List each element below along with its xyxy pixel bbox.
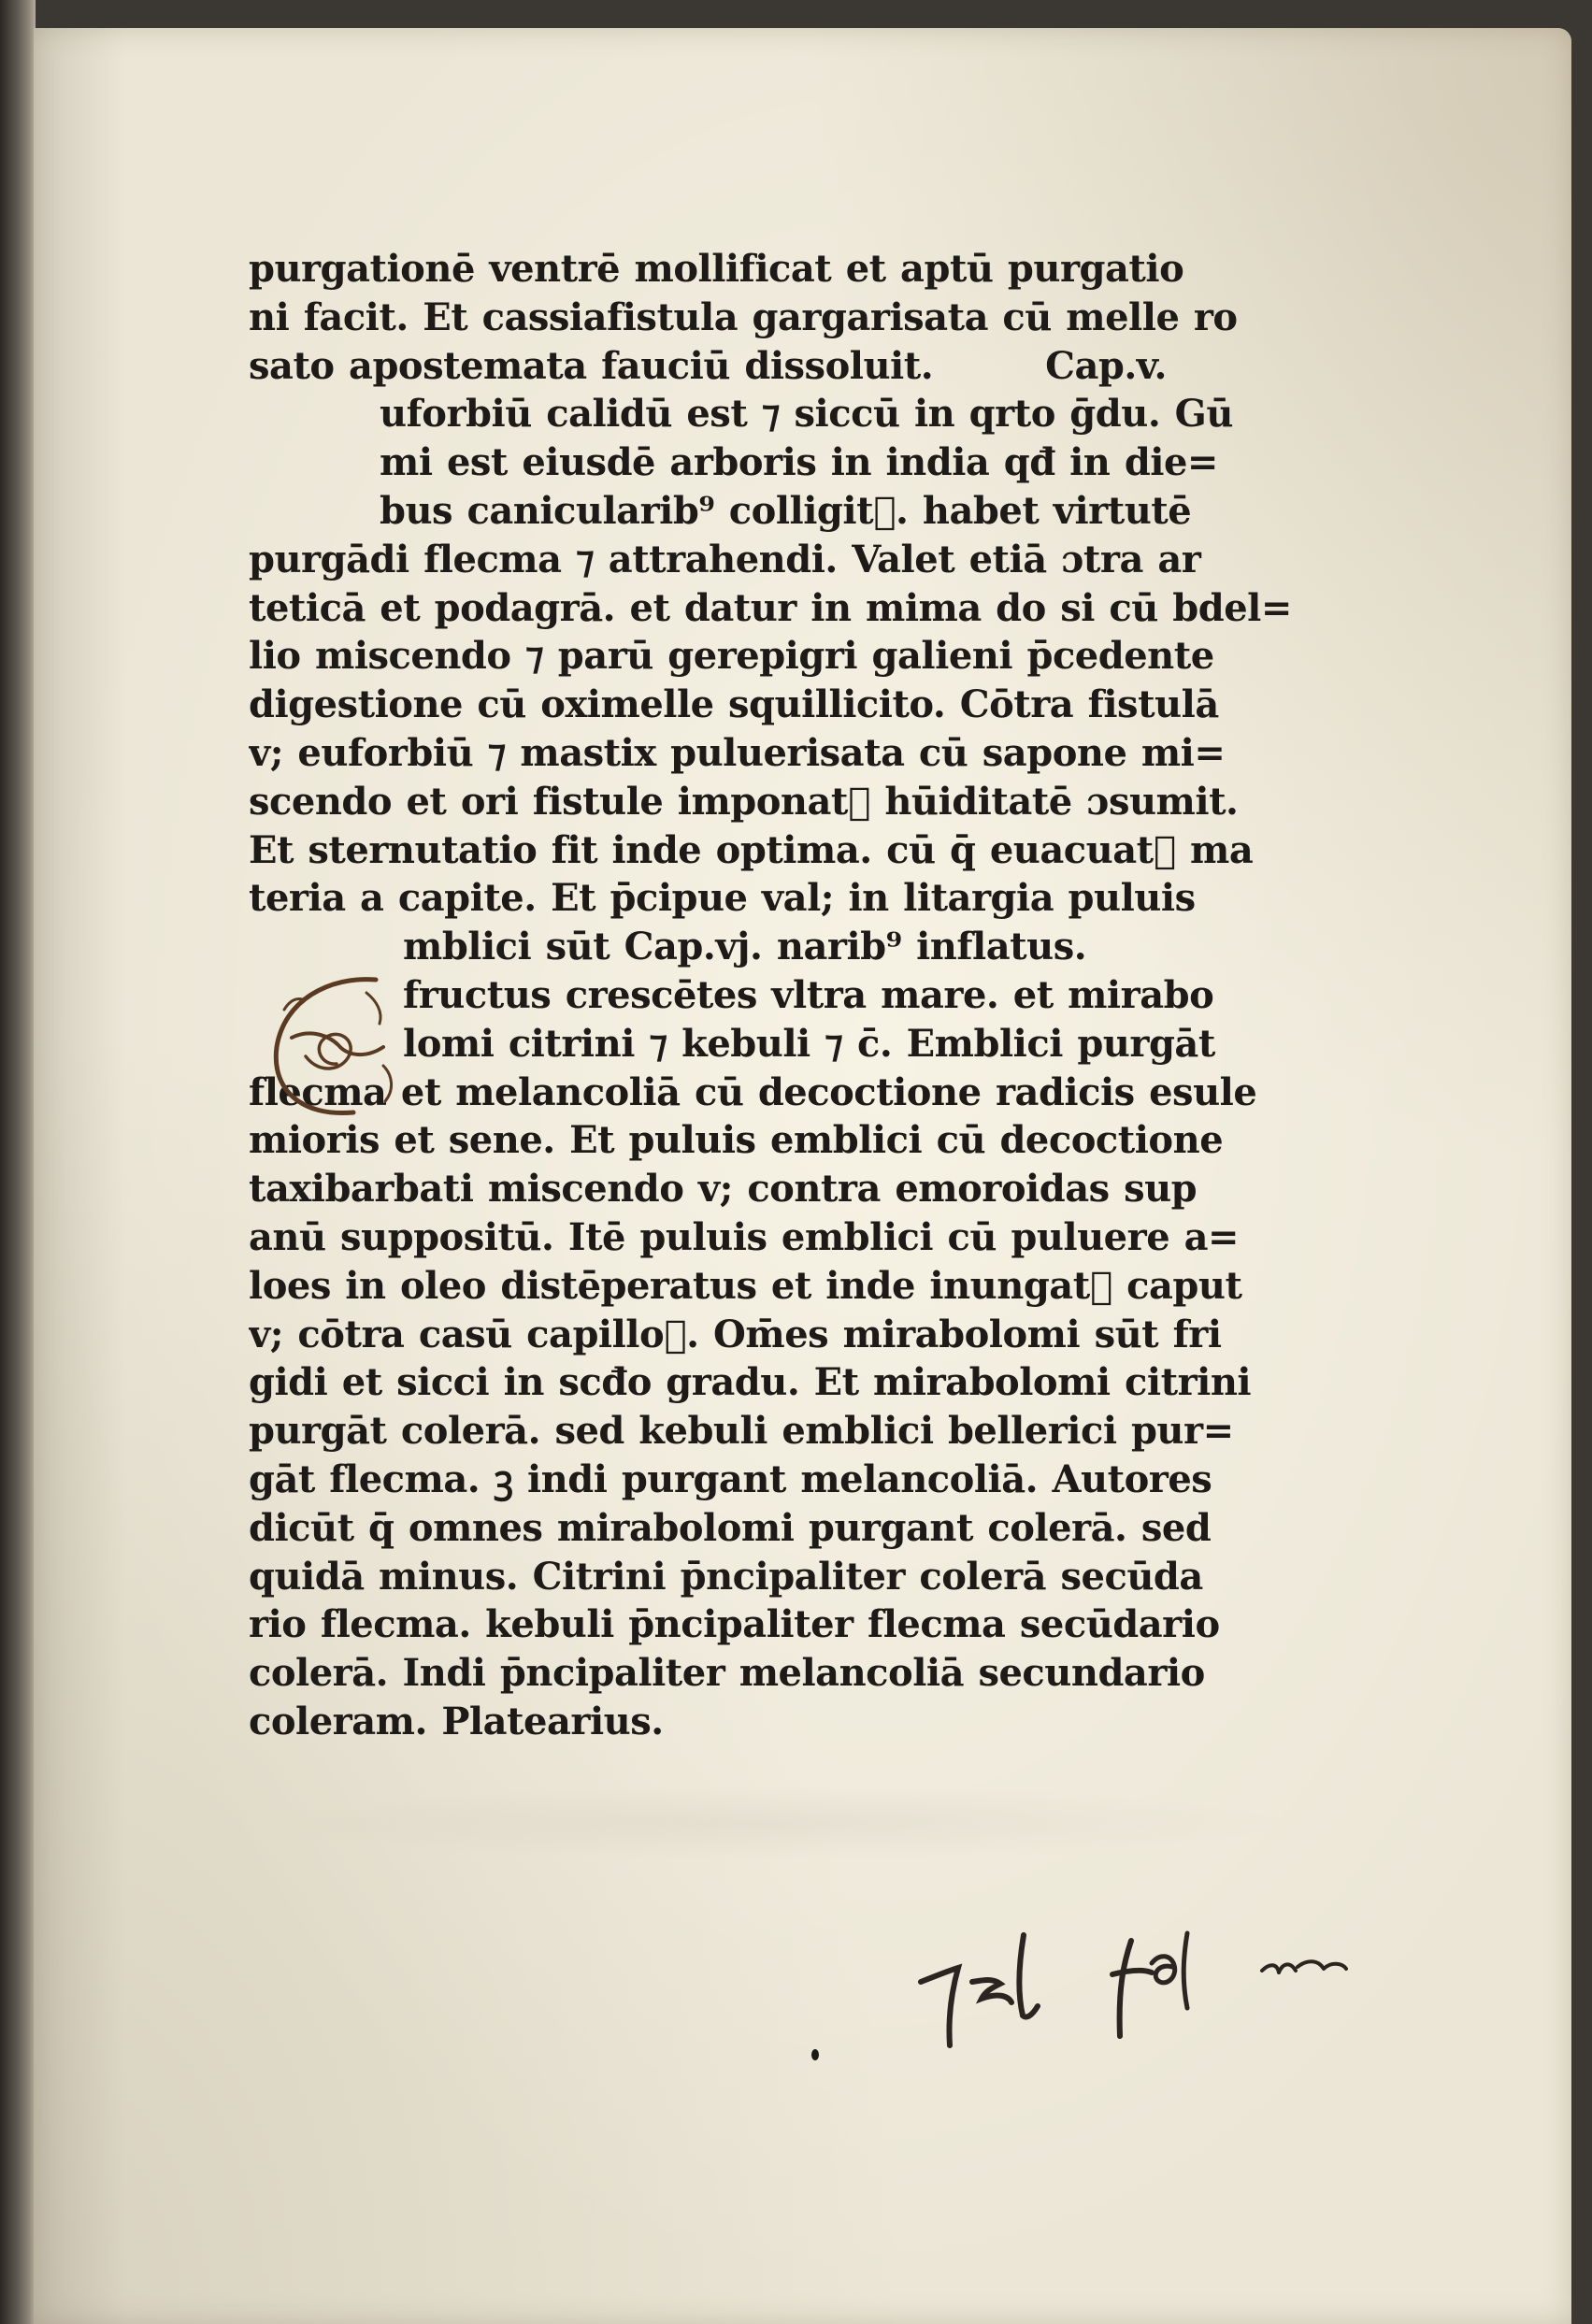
text-line: rio flecma. kebuli p̄ncipaliter flecma secūdario	[249, 1602, 1220, 1647]
text-line: gāt flecma. ꝫ indi purgant melancoliā. Autores	[249, 1456, 1212, 1501]
text-line: anū suppositū. Itē puluis emblici cū puluere a=	[249, 1214, 1240, 1259]
text-line: colerā. Indi p̄ncipaliter melancoliā secundario	[249, 1651, 1205, 1696]
text-line: mblici sūt Cap.vj. narib⁹ inflatus.	[403, 925, 1087, 969]
text-line: v; cōtra casū capillo᷑. Om̄es mirabolomi sūt fri	[249, 1312, 1222, 1356]
text-line: fructus crescētes vltra mare. et mirabo	[403, 972, 1214, 1017]
text-line: scendo et ori fistule imponat᷑ hūiditatē ɔsumit.	[249, 779, 1239, 824]
ink-dot-mark	[810, 2047, 821, 2062]
text-line: loes in oleo distēperatus et inde inungat᷑ caput	[249, 1263, 1242, 1308]
decorated-initial-e-icon	[264, 972, 404, 1122]
text-line: teria a capite. Et p̄cipue val; in litargia puluis	[249, 876, 1196, 921]
ink-bleed-through	[252, 1786, 1299, 1860]
text-line: gidi et sicci in scđo gradu. Et mirabolomi citrini	[249, 1360, 1252, 1405]
text-line: purgationē ventrē mollificat et aptū purgatio	[249, 247, 1184, 291]
text-line: mi est eiusdē arboris in india qđ in die=	[380, 440, 1218, 485]
handwritten-folio-annotation-icon	[907, 1926, 1393, 2066]
text-line: mioris et sene. Et puluis emblici cū decoctione	[249, 1118, 1224, 1163]
text-line-with-heading	[249, 342, 1296, 391]
text-line: teticā et podagrā. et datur in mima do si cū bdel=	[249, 585, 1292, 630]
text-line: taxibarbati miscendo v; contra emoroidas sup	[249, 1167, 1198, 1212]
adjacent-page-edge	[0, 0, 36, 2324]
text-line: purgādi flecma ⁊ attrahendi. Valet etiā ɔtra ar	[249, 537, 1201, 581]
text-line: ni facit. Et cassiafistula gargarisata cū melle ro	[249, 294, 1238, 339]
text-line: dicūt q̄ omnes mirabolomi purgant colerā. sed	[249, 1505, 1212, 1550]
text-line: uforbiū calidū est ⁊ siccū in qrto ḡdu. Gū	[380, 392, 1233, 437]
text-line: flecma et melancoliā cū decoctione radicis esule	[249, 1069, 1257, 1114]
chapter-heading: Cap.v.	[1045, 343, 1167, 388]
text-line: lio miscendo ⁊ parū gerepigri galieni p̄cedente	[249, 634, 1214, 679]
text-line: lomi citrini ⁊ kebuli ⁊ c̄. Emblici purgāt	[403, 1021, 1215, 1066]
text-line: digestione cū oximelle squillicito. Cōtra fistulā	[249, 682, 1219, 727]
text-line: bus canicularib⁹ colligit᷑. habet virtutē	[380, 488, 1192, 533]
text-block	[249, 245, 1296, 1746]
text-line: Et sternutatio fit inde optima. cū q̄ euacuat᷑ ma	[249, 827, 1254, 872]
text-line: quidā minus. Citrini p̄ncipaliter colerā secūda	[249, 1554, 1203, 1599]
text-line: coleram. Platearius.	[249, 1699, 664, 1743]
text-line-segment: sato apostemata fauciū dissoluit.	[249, 343, 934, 388]
text-line: v; euforbiū ⁊ mastix puluerisata cū sapone mi=	[249, 730, 1226, 775]
text-line: purgāt colerā. sed kebuli emblici bellerici pur=	[249, 1409, 1234, 1454]
